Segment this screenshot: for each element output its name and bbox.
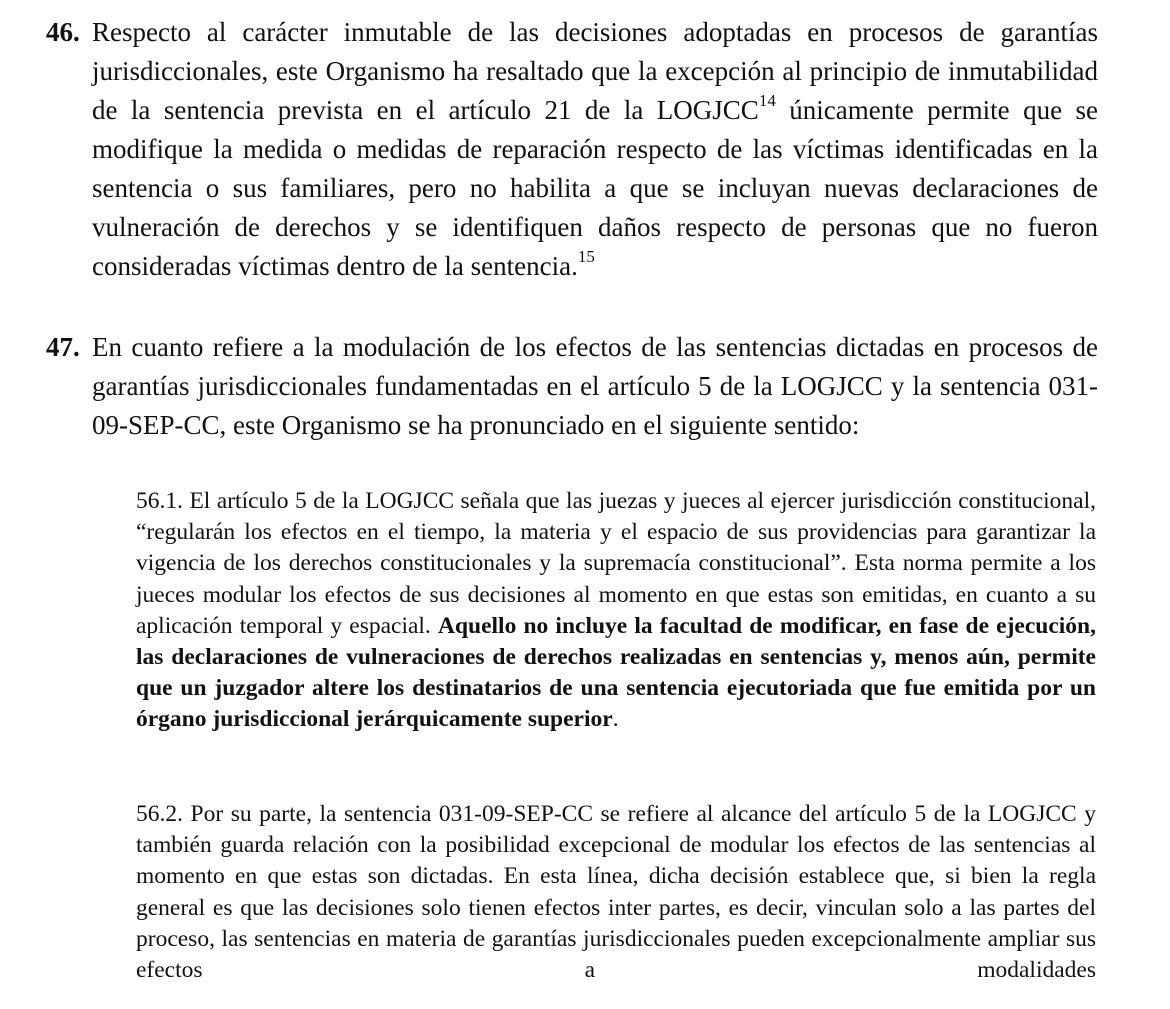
block-quote-56-2 (136, 799, 1096, 986)
quote-text-end: . (612, 706, 619, 733)
paragraph-text: Respecto al carácter inmutable de las decisiones adoptadas en procesos de garantías jurisdiccionales, este Organismo ha resaltado que la excepción al principio de inmutabilidad de la sentencia prevista en el artículo 21 de la LOGJCC (92, 17, 1098, 125)
paragraph-text: En cuanto refiere a la modulación de los efectos de las sentencias dictadas en procesos de garantías jurisdiccionales fundamentadas en el artículo 5 de la LOGJCC y la sentencia 031-09-SEP-CC, este Organismo se ha pronunciado en el siguiente sentido: (92, 332, 1098, 440)
footnote-reference[interactable]: 14 (758, 91, 776, 110)
quote-bold-text: Aquello no incluye la facultad de modificar, en fase de ejecución, las declaraciones de vulneraciones de derechos realizadas en sentencias y, menos aún, permite que un juzgador altere los destinatarios de una sentencia ejecutoriada que fue emitida por un órgano jurisdiccional jerárquicamente superior (136, 612, 1097, 733)
paragraph-text: únicamente permite que se modifique la medida o medidas de reparación respecto de las víctimas identificadas en la sentencia o sus familiares, pero no habilita a que se incluyan nuevas declaraciones de vulneración de derechos y se identifiquen daños respecto de personas que no fueron consideradas víctimas dentro de la sentencia. (92, 95, 1098, 281)
paragraph-number: 46. (46, 17, 80, 47)
paragraph-47 (46, 328, 1098, 445)
footnote-reference[interactable]: 15 (577, 247, 595, 266)
quote-text: 56.1. El artículo 5 de la LOGJCC señala que las juezas y jueces al ejercer jurisdicción constitucional, “regularán los efectos en el tiempo, la materia y el espacio de sus providencias para garantizar la vigencia de los derechos constitucionales y la supremacía constitucional”. Esta norma permite a los jueces modular los efectos de sus decisiones al momento en que estas son emitidas, en cuanto a su aplicación temporal y espacial. (136, 488, 1096, 639)
paragraph-46 (46, 13, 1098, 286)
paragraph-number: 47. (46, 332, 80, 362)
quote-text: 56.2. Por su parte, la sentencia 031-09-SEP-CC se refiere al alcance del artículo 5 de la LOGJCC y también guarda relación con la posibilidad excepcional de modular los efectos de las sentencias al momento en que estas son dictadas. En esta línea, dicha decisión establece que, si bien la regla general es que las decisiones solo tienen efectos inter partes, es decir, vinculan solo a las partes del proceso, las sentencias en materia de garantías jurisdiccionales pueden excepcionalmente ampliar sus efectos a modalidades (136, 801, 1096, 984)
block-quote-56-1 (136, 486, 1096, 736)
